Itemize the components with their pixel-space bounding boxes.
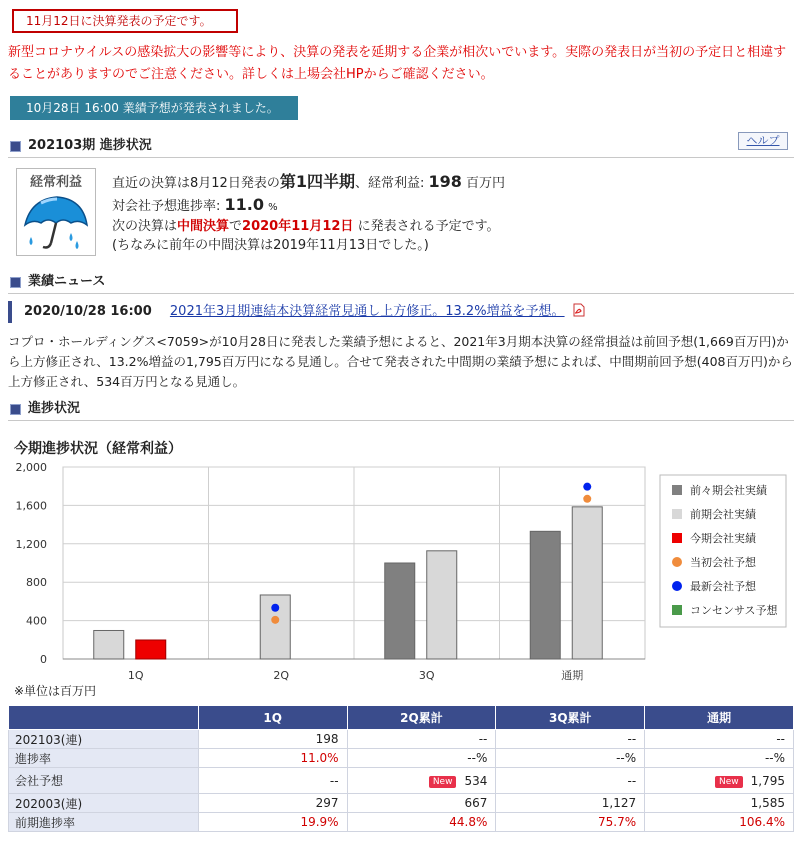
legend-label: コンセンサス予想 <box>690 604 778 617</box>
chart-section-title: 進捗状況 <box>28 401 81 416</box>
legend-swatch <box>672 581 682 591</box>
table-cell <box>645 749 794 768</box>
row-label: 会社予想 <box>9 768 199 794</box>
table-cell <box>198 813 347 832</box>
y-tick-label: 800 <box>26 576 47 590</box>
progress-rate-label: 対会社予想進捗率: <box>112 199 221 214</box>
progress-section-title: 202103期 進捗状況 <box>28 138 152 153</box>
x-tick-label: 1Q <box>127 669 144 682</box>
table-cell <box>496 768 645 794</box>
y-tick-label: 2,000 <box>15 461 47 474</box>
icon-label: 経常利益 <box>29 175 82 190</box>
table-header-cell <box>9 706 199 730</box>
table-cell <box>347 794 496 813</box>
cell-value: --% <box>616 751 637 765</box>
ordinary-profit-icon <box>16 168 96 256</box>
legend-label: 当初会社予想 <box>690 556 756 569</box>
cell-value: 297 <box>315 796 339 810</box>
umbrella-icon <box>17 189 95 255</box>
covid-notice-text: 新型コロナウイルスの感染拡大の影響等により、決算の発表を延期する企業が相次いでいます。実際の発表日が当初の予定日と相違することがありますのでご注意ください。詳しくは上場会社HPからご確認ください。 <box>8 45 787 82</box>
next-result-date: 2020年11月12日 <box>242 219 354 234</box>
news-section-title: 業績ニュース <box>28 274 106 289</box>
cell-value: 1,795 <box>750 773 785 788</box>
table-cell <box>347 730 496 749</box>
x-tick-label: 通期 <box>561 669 584 682</box>
bar-前期会社実績 <box>427 551 457 659</box>
progress-rate-line <box>112 195 278 218</box>
cell-value: 198 <box>315 732 339 746</box>
chart-section-header <box>8 399 794 421</box>
cell-value: 44.8% <box>449 815 488 829</box>
cell-value: 19.9% <box>300 815 339 829</box>
table-cell <box>347 813 496 832</box>
unit-note: ※単位は百万円 <box>14 684 97 698</box>
table-header-cell: 1Q <box>198 706 347 730</box>
row-label: 前期進捗率 <box>9 813 199 832</box>
pdf-icon[interactable] <box>573 303 585 317</box>
new-badge: New <box>715 776 743 788</box>
bar-今期会社実績 <box>136 640 166 659</box>
x-tick-label: 2Q <box>273 669 290 682</box>
quarter-label: 第1四半期 <box>279 172 355 191</box>
progress-rate-value: 11.0 <box>224 195 265 214</box>
point-最新会社予想 <box>583 483 591 491</box>
legend-swatch <box>672 485 682 495</box>
chart-title: 今期進捗状況（経常利益） <box>14 441 182 457</box>
news-headline-bar <box>8 301 794 323</box>
legend-swatch <box>672 605 682 615</box>
table-row <box>9 794 794 813</box>
latest-result-line <box>112 172 505 194</box>
point-当初会社予想 <box>271 616 279 624</box>
news-headline-link[interactable]: 2021年3月期連結本決算経常見通し上方修正。13.2%増益を予想。 <box>169 304 565 319</box>
section-square-icon <box>10 141 21 152</box>
table-cell <box>496 794 645 813</box>
section-square-icon <box>10 404 21 415</box>
cell-value: 1,585 <box>750 796 785 810</box>
bar-前々期会社実績 <box>530 531 560 659</box>
table-cell <box>198 768 347 794</box>
table-body <box>9 730 794 832</box>
legend-swatch <box>672 509 682 519</box>
bar-前期会社実績 <box>94 630 124 659</box>
news-date: 2020/10/28 16:00 <box>24 304 152 319</box>
ordinary-profit-value: 198 <box>428 172 462 191</box>
legend-swatch <box>672 533 682 543</box>
legend-label: 今期会社実績 <box>690 532 756 545</box>
x-tick-label: 3Q <box>418 669 435 682</box>
table-cell <box>198 749 347 768</box>
line1-text: 直近の決算は8月12日発表の <box>112 176 280 191</box>
progress-section-header <box>8 136 794 158</box>
unit-label: 百万円 <box>466 176 506 191</box>
table-row <box>9 813 794 832</box>
table-cell <box>496 749 645 768</box>
cell-value: 1,127 <box>601 796 637 810</box>
table-header-cell: 通期 <box>645 706 794 730</box>
table-row <box>9 768 794 794</box>
new-badge: New <box>429 776 457 788</box>
table-cell <box>198 730 347 749</box>
cell-value: --% <box>764 751 785 765</box>
bar-前期会社実績 <box>572 507 602 659</box>
point-当初会社予想 <box>583 495 591 503</box>
row-label: 202103(連) <box>9 730 199 749</box>
cell-value: 11.0% <box>300 751 339 765</box>
cell-value: 667 <box>464 796 488 810</box>
percent-sign: % <box>268 202 278 213</box>
legend-swatch <box>672 557 682 567</box>
progress-chart <box>0 455 800 685</box>
cell-value: -- <box>627 773 637 788</box>
next-result-type: 中間決算 <box>177 219 230 234</box>
row-label: 進捗率 <box>9 749 199 768</box>
legend-label: 最新会社予想 <box>690 580 756 593</box>
next-result-tail: に発表される予定です。 <box>357 219 500 234</box>
table-row <box>9 730 794 749</box>
bar-前々期会社実績 <box>385 563 415 659</box>
legend-label: 前期会社実績 <box>690 508 756 521</box>
table-cell <box>347 749 496 768</box>
cell-value: -- <box>627 732 637 746</box>
table-row <box>9 749 794 768</box>
legend-label: 前々期会社実績 <box>690 484 767 497</box>
cell-value: -- <box>776 732 785 746</box>
y-tick-label: 1,600 <box>15 499 47 513</box>
row-label: 202003(連) <box>9 794 199 813</box>
news-body-text: コプロ・ホールディングス<7059>が10月28日に発表した業績予想によると、2021年3月期本決算の経常損益は前回予想(1,669百万円)から上方修正され、13.2%増益の1,795百万円になる見通し。合せて発表された中間期の業績予想によれば、中間期前回予想(408百万円)から上方修正され、534百万円となる見通し。 <box>8 334 793 389</box>
cell-value: 534 <box>464 773 488 788</box>
cell-value: 106.4% <box>739 815 785 829</box>
results-table <box>8 705 794 832</box>
next-result-line <box>112 217 500 237</box>
table-header-row <box>9 706 794 730</box>
cell-value: -- <box>478 732 488 746</box>
next-result-text: 次の決算は <box>112 219 178 234</box>
table-header-cell: 3Q累計 <box>496 706 645 730</box>
table-cell <box>496 813 645 832</box>
y-tick-label: 400 <box>26 614 47 628</box>
table-cell <box>645 730 794 749</box>
ordinary-profit-label: 、経常利益: <box>354 176 425 191</box>
table-cell <box>198 794 347 813</box>
point-最新会社予想 <box>271 604 279 612</box>
y-tick-label: 0 <box>40 653 47 666</box>
table-cell <box>645 813 794 832</box>
table-cell <box>347 768 496 794</box>
cell-value: -- <box>329 773 339 788</box>
previous-interim-note: (ちなみに前年の中間決算は2019年11月13日でした。) <box>112 238 429 253</box>
cell-value: 75.7% <box>598 815 637 829</box>
section-square-icon <box>10 277 21 288</box>
y-tick-label: 1,200 <box>15 537 47 551</box>
table-cell <box>645 794 794 813</box>
forecast-banner: 10月28日 16:00 業績予想が発表されました。 <box>10 96 298 120</box>
table-header-cell: 2Q累計 <box>347 706 496 730</box>
help-button[interactable]: ヘルプ <box>738 132 788 150</box>
cell-value: --% <box>467 751 488 765</box>
table-cell <box>496 730 645 749</box>
next-result-connector: で <box>229 219 243 234</box>
announcement-notice: 11月12日に決算発表の予定です。 <box>12 9 238 33</box>
table-cell <box>645 768 794 794</box>
news-section-header <box>8 272 794 294</box>
